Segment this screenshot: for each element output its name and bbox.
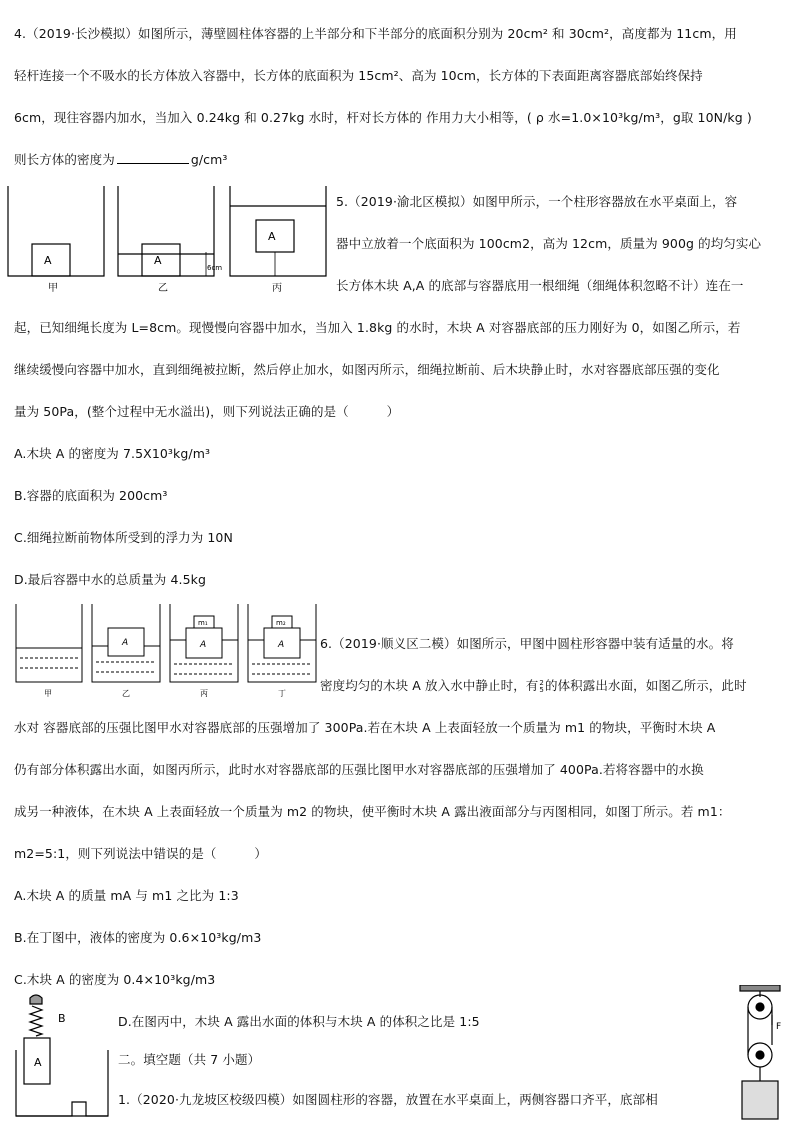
q5-line-5: 继续缓慢向容器中加水，直到细绳被拉断，然后停止加水，如图丙所示，细绳拉断前、后木块静止时，水对容器底部压强的变化 <box>14 362 720 377</box>
q6-line-1: 6.（2019·顺义区二模）如图所示，甲图中圆柱形容器中装有适量的水。将 <box>320 636 734 651</box>
label-b: B <box>58 1012 66 1025</box>
section-heading: 二。填空题（共 7 小题） <box>118 1052 261 1067</box>
q6-line-4: 仍有部分体积露出水面，如图丙所示，此时水对容器底部的压强比图甲水对容器底部的压强增加了 400Pa.若将容器中的水换 <box>14 762 704 777</box>
q6-yi-block-label: A <box>122 638 129 648</box>
q4-line-4 <box>14 150 228 168</box>
label-f: F <box>776 1022 782 1032</box>
q5-option-b: B.容器的底面积为 200cm³ <box>14 488 168 503</box>
q5-line-1: 5.（2019·渝北区模拟）如图甲所示，一个柱形容器放在水平桌面上，容 <box>336 194 738 209</box>
s2-q1-line-1: 1.（2020·九龙坡区校级四模）如图圆柱形的容器，放置在水平桌面上，两侧容器口齐平，底部相 <box>118 1092 658 1107</box>
q6-option-b: B.在丁图中，液体的密度为 0.6×10³kg/m3 <box>14 930 262 945</box>
q6-yi-label: 乙 <box>122 689 130 698</box>
q5-bing-label: 丙 <box>272 283 282 294</box>
q5-bing-block-label: A <box>268 230 276 243</box>
q6-ding-label: 丁 <box>278 689 286 698</box>
q5-jia-block-label: A <box>44 254 52 267</box>
q6-bing-m1-label: m₁ <box>198 619 208 627</box>
q5-figure <box>4 178 334 300</box>
q5-line-2: 器中立放着一个底面积为 100cm2，高为 12cm，质量为 900g 的均匀实心 <box>336 236 762 251</box>
spring-container-figure <box>12 990 112 1120</box>
q6-option-d: D.在图丙中，木块 A 露出水面的体积与木块 A 的体积之比是 1:5 <box>118 1014 480 1029</box>
q6-line-2b: 的体积露出水面，如图乙所示，此时 <box>544 678 747 693</box>
q6-option-c: C.木块 A 的密度为 0.4×10³kg/m3 <box>14 972 216 987</box>
q4-answer-prompt: 则长方体的密度为 <box>14 152 115 167</box>
q6-line-5: 成另一种液体，在木块 A 上表面轻放一个质量为 m2 的物块，使平衡时木块 A 露出液面部分与丙图相同，如图丁所示。若 m1： <box>14 804 731 819</box>
q6-line-2 <box>320 676 747 694</box>
q5-yi-block-label: A <box>154 254 162 267</box>
q6-line-2a: 密度均匀的木块 A 放入水中静止时，有 <box>320 678 539 693</box>
q6-figure <box>10 602 320 700</box>
q6-jia-label: 甲 <box>44 689 52 698</box>
q4-line-1: 4.（2019·长沙模拟）如图所示，薄壁圆柱体容器的上半部分和下半部分的底面积分别为 20cm² 和 30cm²，高度都为 11cm，用 <box>14 26 737 41</box>
q5-option-d: D.最后容器中水的总质量为 4.5kg <box>14 572 207 587</box>
q6-frac-den: 5 <box>539 685 544 694</box>
q5-option-c: C.细绳拉断前物体所受到的浮力为 10N <box>14 530 233 545</box>
q6-option-a: A.木块 A 的质量 mA 与 m1 之比为 1:3 <box>14 888 239 903</box>
q5-yi-label: 乙 <box>158 283 168 294</box>
q5-fig-bing <box>230 186 326 276</box>
q6-frac-num: 2 <box>539 678 544 687</box>
q5-fig-yi <box>118 186 214 276</box>
q6-line-6: m2=5:1，则下列说法中错误的是（ ） <box>14 846 267 861</box>
q5-option-a: A.木块 A 的密度为 7.5X10³kg/m³ <box>14 446 211 461</box>
q6-ding-m2-label: m₂ <box>276 619 286 627</box>
q4-line-3: 6cm，现往容器内加水，当加入 0.24kg 和 0.27kg 水时，杆对长方体的 作用力大小相等，( ρ 水=1.0×10³kg/m³，g取 10N/kg ) <box>14 110 752 125</box>
answer-blank[interactable] <box>117 153 189 164</box>
q6-bing-label: 丙 <box>200 689 208 698</box>
q5-fig-jia <box>8 186 104 276</box>
label-a: A <box>34 1056 42 1069</box>
q5-jia-label: 甲 <box>48 283 58 294</box>
q6-ding-block-label: A <box>278 640 285 650</box>
q6-bing-block-label: A <box>200 640 207 650</box>
q5-line-3: 长方体木块 A,A 的底部与容器底用一根细绳（细绳体积忽略不计）连在一 <box>336 278 744 293</box>
q4-unit: g/cm³ <box>190 152 228 167</box>
q6-fraction <box>539 680 544 694</box>
q5-line-4: 起，已知细绳长度为 L=8cm。现慢慢向容器中加水，当加入 1.8kg 的水时，木块 A 对容器底部的压力刚好为 0，如图乙所示，若 <box>14 320 741 335</box>
q5-yi-dim-label: 6cm <box>207 264 223 272</box>
q6-line-3: 水对 容器底部的压强比图甲水对容器底部的压强增加了 300Pa.若在木块 A 上表面轻放一个质量为 m1 的物块，平衡时木块 A <box>14 720 716 735</box>
q5-line-6: 量为 50Pa，(整个过程中无水溢出)，则下列说法正确的是（ ） <box>14 404 400 419</box>
q4-line-2: 轻杆连接一个不吸水的长方体放入容器中，长方体的底面积为 15cm²、高为 10cm，长方体的下表面距离容器底部始终保持 <box>14 68 703 83</box>
pulley-figure <box>730 985 790 1121</box>
